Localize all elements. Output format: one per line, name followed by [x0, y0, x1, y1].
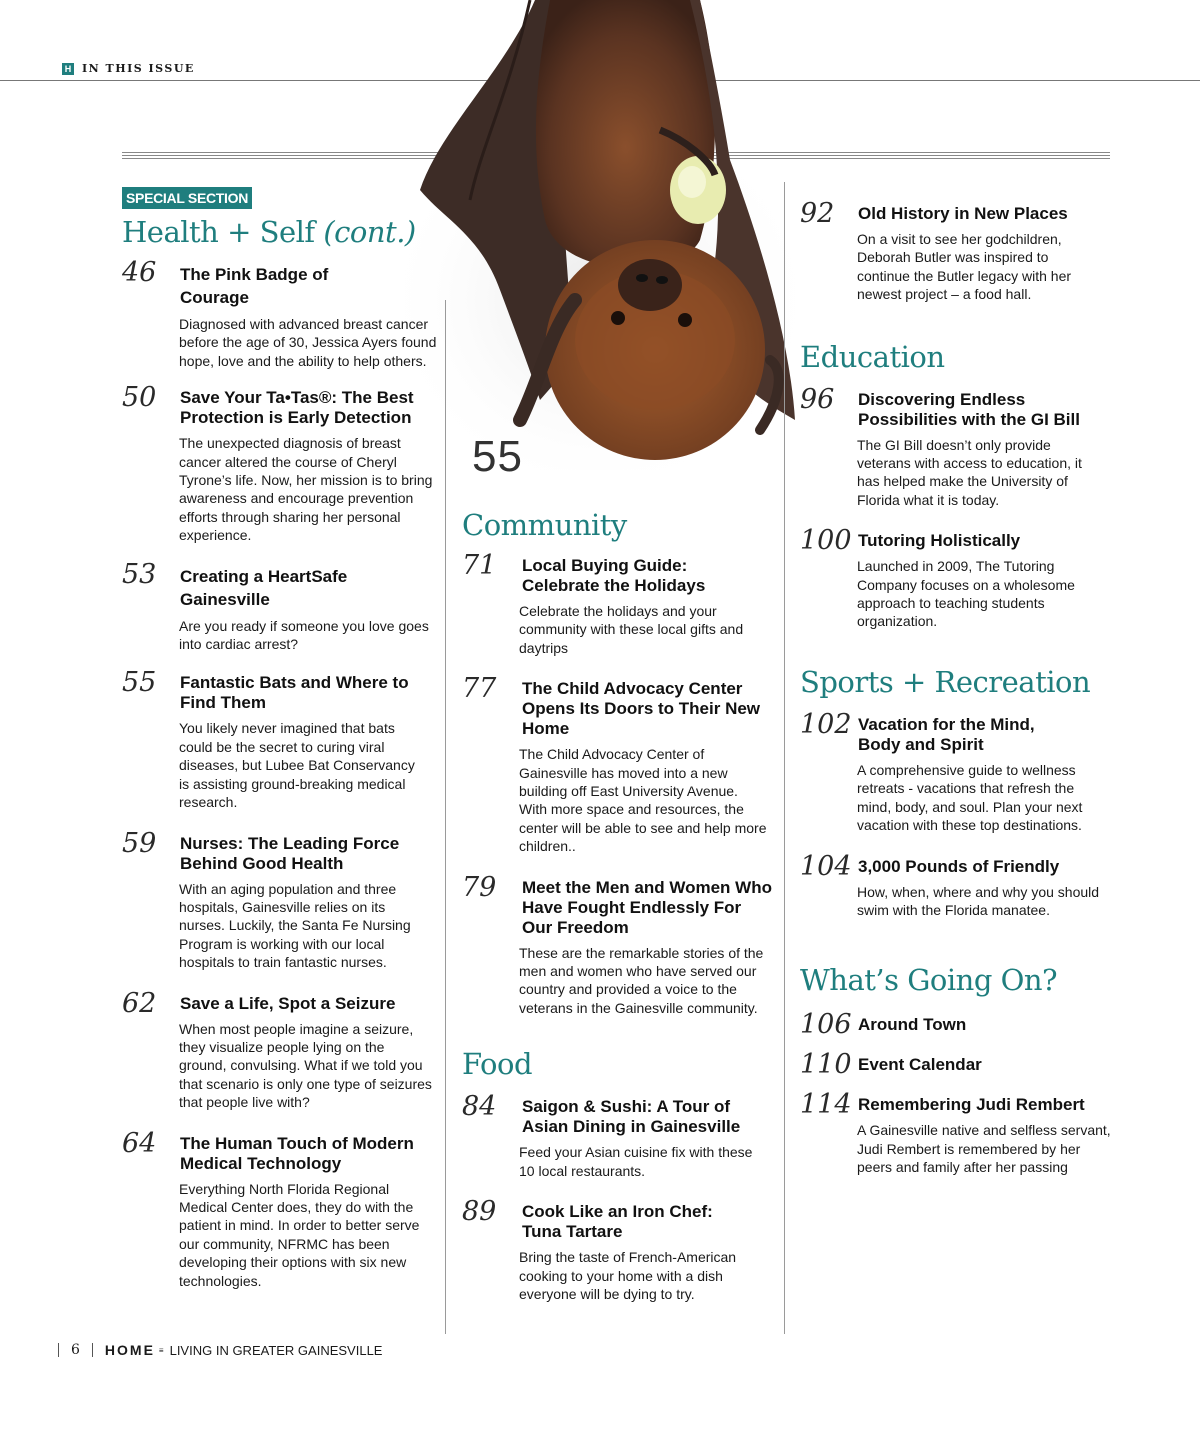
toc-item[interactable]	[122, 987, 440, 1112]
right-column	[800, 198, 1120, 1177]
article-title: Local Buying Guide: Celebrate the Holidays	[522, 556, 706, 595]
article-title: Creating a HeartSafe Gainesville	[180, 566, 348, 609]
toc-item[interactable]	[800, 1049, 1120, 1081]
article-title: Fantastic Bats and Where to Find Them	[180, 673, 409, 713]
page-number: 50	[122, 382, 157, 414]
footer-separator-icon: ≡	[158, 1345, 164, 1355]
toc-item[interactable]	[122, 827, 440, 972]
featured-page-number: 55	[472, 432, 523, 481]
page-number: 102	[800, 708, 852, 740]
article-description: The Child Advocacy Center of Gainesville has moved into a new building off East University Avenue. With more space and resources, the center will be able to see and help more children..	[519, 746, 767, 855]
page-number: 55	[122, 667, 157, 699]
toc-item[interactable]	[462, 871, 780, 1018]
article-description: You likely never imagined that bats could be the secret to curing viral diseases, but Lubee Bat Conservancy is assisting ground-breaking medical research.	[179, 720, 415, 811]
page-number: 53	[122, 558, 157, 590]
article-title: The Human Touch of Modern Medical Technology	[180, 1133, 414, 1173]
toc-item[interactable]	[800, 383, 1120, 510]
toc-item[interactable]	[122, 257, 440, 370]
article-title: Cook Like an Iron Chef: Tuna Tartare	[522, 1202, 713, 1242]
article-title: Vacation for the Mind, Body and Spirit	[858, 714, 1035, 754]
article-title: Discovering Endless Possibilities with the GI Bill	[858, 389, 1080, 429]
page-number: 77	[462, 673, 497, 705]
article-description: The unexpected diagnosis of breast cancer altered the course of Cheryl Tyrone’s life. Now, her mission is to bring awareness and encourage prevention efforts through sharing her personal experience.	[179, 435, 433, 544]
toc-item[interactable]	[800, 850, 1120, 920]
toc-item[interactable]	[462, 673, 780, 855]
article-title: Meet the Men and Women Who Have Fought Endlessly For Our Freedom	[522, 877, 772, 937]
section-title-sports: Sports + Recreation	[800, 664, 1091, 699]
footer-tagline: LIVING IN GREATER GAINESVILLE	[169, 1342, 383, 1358]
section-title-health-text: Health + Self	[122, 215, 315, 249]
article-title: Event Calendar	[858, 1055, 982, 1075]
article-title: 3,000 Pounds of Friendly	[858, 856, 1060, 876]
article-title: Saigon & Sushi: A Tour of Asian Dining in Gainesville	[522, 1097, 741, 1137]
article-title: The Child Advocacy Center Opens Its Doors to Their New Home	[522, 679, 761, 739]
bat-photo	[400, 0, 800, 470]
page-number: 110	[800, 1049, 852, 1081]
issue-header	[62, 62, 195, 75]
footer-page-number: 6	[71, 1342, 80, 1358]
page-number: 71	[462, 550, 497, 581]
toc-item[interactable]	[462, 1091, 780, 1180]
article-title: Old History in New Places	[858, 204, 1068, 223]
toc-item[interactable]	[122, 667, 440, 811]
article-description: How, when, where and why you should swim with the Florida manatee.	[857, 883, 1100, 918]
section-title-education: Education	[800, 339, 945, 374]
page-number: 92	[800, 198, 835, 229]
footer-brand: HOME	[104, 1342, 155, 1358]
health-self-column	[122, 187, 440, 1290]
section-title-food: Food	[462, 1047, 533, 1082]
page-number: 89	[462, 1196, 497, 1228]
article-description: A Gainesville native and selfless servant, Judi Rembert is remembered by her peers and family after her passing	[857, 1122, 1111, 1176]
toc-item[interactable]	[800, 198, 1120, 304]
toc-item[interactable]	[462, 1196, 780, 1303]
toc-item[interactable]	[800, 1089, 1120, 1176]
page-number: 84	[462, 1091, 497, 1123]
article-title: Remembering Judi Rembert	[858, 1095, 1085, 1115]
article-description: Are you ready if someone you love goes into cardiac arrest?	[179, 617, 429, 653]
toc-item[interactable]	[800, 1009, 1120, 1041]
article-description: Celebrate the holidays and your community with these local gifts and daytrips	[519, 603, 744, 656]
page-number: 79	[462, 871, 497, 903]
article-description: A comprehensive guide to wellness retreats - vacations that refresh the mind, body, and soul. Plan your next vacation with these top destinations.	[857, 761, 1083, 834]
toc-item[interactable]	[122, 558, 440, 654]
section-title-whats-on: What’s Going On?	[800, 963, 1058, 998]
page-number: 96	[800, 383, 835, 415]
article-title: Tutoring Holistically	[858, 531, 1021, 551]
article-title: The Pink Badge of Courage	[180, 265, 329, 307]
toc-item[interactable]	[800, 708, 1120, 835]
page-number: 62	[122, 987, 157, 1019]
column-divider	[784, 182, 785, 1334]
toc-item[interactable]	[122, 382, 440, 544]
home-logo-icon: H	[62, 63, 74, 75]
toc-item[interactable]	[462, 550, 780, 657]
article-description: Bring the taste of French-American cooking to your home with a dish everyone will be dying to try.	[519, 1249, 737, 1302]
article-description: Launched in 2009, The Tutoring Company focuses on a wholesome approach to teaching students organization.	[857, 558, 1075, 630]
page-number: 104	[800, 850, 852, 882]
article-description: On a visit to see her godchildren, Deborah Butler was inspired to continue the Butler legacy with her newest project – a food hall.	[857, 231, 1072, 303]
article-title: Nurses: The Leading Force Behind Good Health	[180, 833, 400, 873]
section-title-health	[122, 215, 440, 249]
article-description: Everything North Florida Regional Medical Center does, they do with the patient in mind. In order to better serve our community, NFRMC has been developing their options with six new technologies.	[179, 1180, 420, 1289]
community-column	[462, 508, 780, 1303]
page-number: 59	[122, 827, 157, 859]
article-description: With an aging population and three hospitals, Gainesville relies on its nurses. Luckily, the Santa Fe Nursing Program is working with our local hospitals to train fantastic nurses.	[179, 880, 411, 971]
section-title-community: Community	[462, 508, 627, 542]
page-number: 46	[122, 257, 157, 288]
column-divider	[445, 300, 446, 1334]
toc-item[interactable]	[122, 1127, 440, 1290]
page-number: 106	[800, 1009, 852, 1041]
page-footer	[58, 1342, 382, 1358]
article-title: Save a Life, Spot a Seizure	[180, 993, 396, 1013]
page-number: 100	[800, 525, 852, 557]
article-title: Around Town	[858, 1015, 967, 1035]
issue-header-label: IN THIS ISSUE	[82, 62, 195, 75]
article-title: Save Your Ta•Tas®: The Best Protection is Early Detection	[180, 388, 414, 428]
article-description: Feed your Asian cuisine fix with these 10 local restaurants.	[519, 1144, 753, 1179]
page-number: 64	[122, 1127, 157, 1159]
page-number: 114	[800, 1089, 852, 1121]
article-description: Diagnosed with advanced breast cancer before the age of 30, Jessica Ayers found hope, love and the ability to help others.	[179, 316, 437, 369]
article-description: The GI Bill doesn’t only provide veterans with access to education, it has helped make the University of Florida what it is today.	[857, 436, 1082, 508]
footer-divider	[92, 1343, 93, 1357]
special-section-badge: SPECIAL SECTION	[122, 187, 252, 209]
footer-divider	[58, 1343, 59, 1357]
section-title-health-suffix: (cont.)	[323, 215, 416, 249]
article-description: When most people imagine a seizure, they visualize people lying on the ground, convulsing. What if we told you that scenario is only one type of seizures that people live with?	[179, 1020, 432, 1111]
article-description: These are the remarkable stories of the men and women who have served our country and provided a voice to the veterans in the Gainesville community.	[519, 944, 764, 1016]
toc-item[interactable]	[800, 525, 1120, 631]
